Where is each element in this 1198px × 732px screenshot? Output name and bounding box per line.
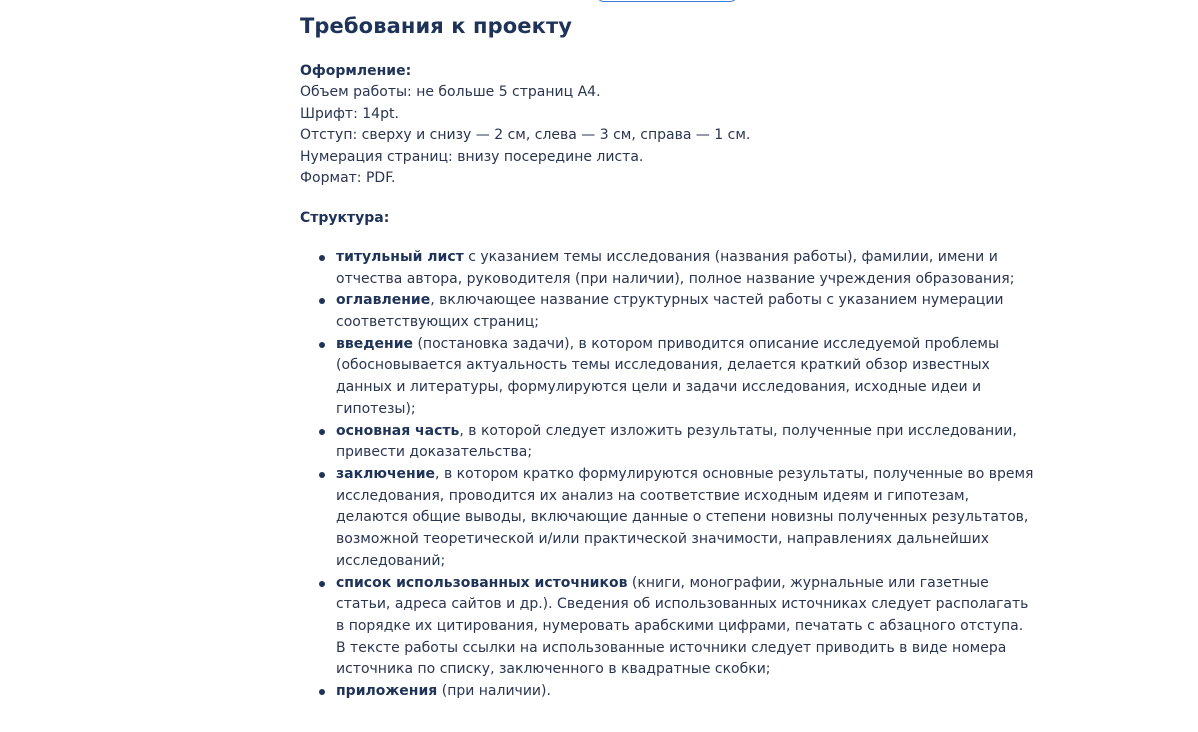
project-requirements-section xyxy=(300,10,1040,703)
list-item-term: титульный лист xyxy=(336,248,464,265)
list-item xyxy=(336,573,1036,682)
list-item-text: (постановка задачи), в котором приводится описание исследуемой проблемы (обосновывается актуальность темы исследования, делается краткий обзор известных данных и литературы, формулируются цели и задачи исследования, исходные идеи и гипотезы); xyxy=(336,335,1000,417)
formatting-line-volume: Объем работы: не больше 5 страниц А4. xyxy=(300,84,601,100)
formatting-line-format: Формат: PDF. xyxy=(300,170,396,187)
bullet-icon xyxy=(319,581,325,587)
formatting-heading: Оформление: xyxy=(300,63,412,79)
formatting-line-numbering: Нумерация страниц: внизу посередине листа. xyxy=(300,148,644,165)
formatting-line-margins: Отступ: сверху и снизу — 2 см, слева — 3 см, справа — 1 см. xyxy=(300,127,751,144)
list-item xyxy=(336,421,1036,464)
formatting-line-font: Шрифт: 14pt. xyxy=(300,105,399,122)
structure-heading: Структура: xyxy=(300,209,390,226)
list-item-term: список использованных источников xyxy=(336,574,628,591)
list-item xyxy=(336,247,1036,290)
list-item-term: основная часть xyxy=(336,422,460,439)
top-button-partial[interactable] xyxy=(596,0,738,2)
list-item xyxy=(336,681,1036,703)
bullet-icon xyxy=(319,342,325,348)
list-item-text: , в которой следует изложить результаты, полученные при исследовании, привести доказательства; xyxy=(336,422,1017,461)
list-item-term: заключение xyxy=(336,466,436,482)
list-item xyxy=(336,290,1036,333)
bullet-icon xyxy=(319,472,325,478)
structure-list xyxy=(300,247,1040,703)
list-item-term: оглавление xyxy=(336,292,431,309)
list-item-text: , включающее название структурных частей работы с указанием нумерации соответствующих страниц; xyxy=(336,292,1004,331)
list-item-text: , в котором кратко формулируются основные результаты, полученные во время исследования, проводится их анализ на соответствие исходным идеям и гипотезам, делаются общие выводы, включающие данные о степени новизны полученных результатов, возможной теоретической и/или практической значимости, направлениях дальнейших исследований; xyxy=(336,466,1034,569)
list-item xyxy=(336,334,1036,421)
list-item-term: приложения xyxy=(336,683,438,700)
list-item-text: с указанием темы исследования (названия работы), фамилии, имени и отчества автора, руководителя (при наличии), полное название учреждения образования; xyxy=(336,248,1015,287)
bullet-icon xyxy=(319,298,325,304)
list-item-text: (при наличии). xyxy=(437,683,551,700)
list-item-text: (книги, монографии, журнальные или газетные статьи, адреса сайтов и др.). Сведения об использованных источниках следует располагать в порядке их цитирования, нумеровать арабскими цифрами, печатать с абзацного отступа. В тексте работы ссылки на использованные источники следует приводить в виде номера источника по списку, заключенного в квадратные скобки; xyxy=(336,574,1029,678)
bullet-icon xyxy=(319,689,325,695)
bullet-icon xyxy=(319,429,325,435)
page-title: Требования к проекту xyxy=(300,14,573,38)
bullet-icon xyxy=(319,255,325,261)
formatting-lines xyxy=(300,82,1040,190)
list-item xyxy=(336,464,1036,573)
list-item-term: введение xyxy=(336,335,413,352)
